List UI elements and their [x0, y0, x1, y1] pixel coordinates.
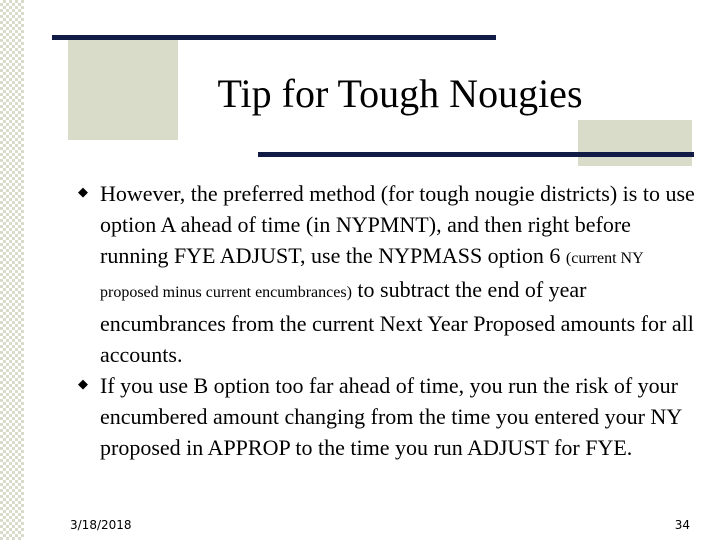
bullet-list	[76, 178, 696, 463]
left-decorative-strip	[0, 0, 24, 540]
slide-title: Tip for Tough Nougies	[217, 71, 583, 116]
diamond-bullet-icon: ◆	[78, 376, 88, 391]
bottom-decorative-block	[578, 120, 692, 166]
bullet-2-text: If you use B option too far ahead of time, you run the risk of your encumbered amount changing from the time you entered your NY proposed in APPROP to the time you run ADJUST for FYE.	[100, 373, 682, 460]
bullet-1-small-text: (current NY proposed minus current encumbrances)	[100, 250, 644, 301]
title-bottom-rule	[258, 152, 694, 157]
bullet-item-2	[76, 370, 696, 463]
bullet-item-1	[76, 178, 696, 370]
diamond-bullet-icon: ◆	[78, 184, 88, 199]
bullet-1-text-b: to subtract the end of year encumbrances from the current Next Year Proposed amounts for all accounts.	[100, 277, 694, 367]
footer-date: 3/18/2018	[70, 518, 132, 532]
bullet-1-text-a: However, the preferred method (for tough nougie districts) is to use option A ahead of time (in NYPMNT), and then right before running FYE ADJUST, use the NYPMASS option 6	[100, 181, 695, 268]
page-number: 34	[674, 518, 690, 532]
title-top-rule	[52, 35, 496, 40]
